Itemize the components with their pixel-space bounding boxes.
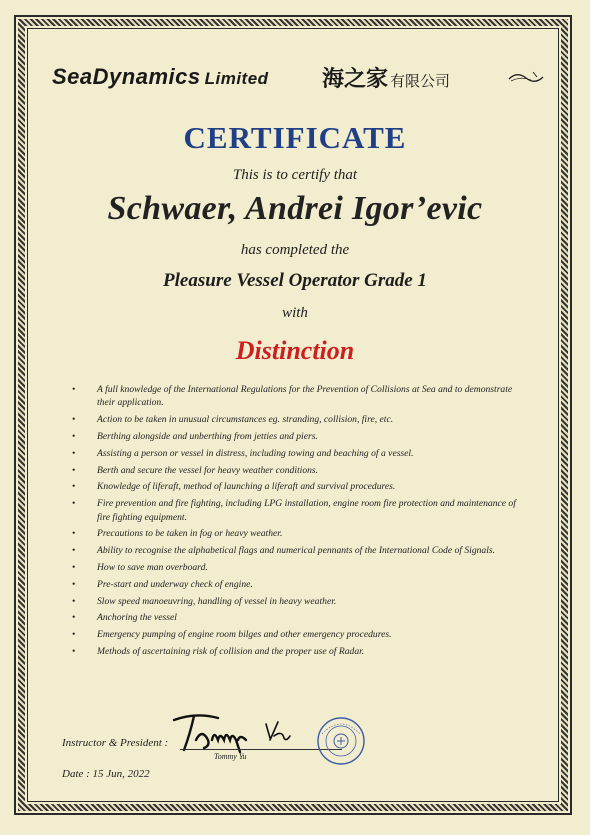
company-name: [52, 64, 269, 90]
certificate-title: CERTIFICATE: [183, 120, 407, 155]
completed-line: has completed the: [240, 242, 350, 258]
certify-line: This is to certify that: [232, 167, 358, 183]
list-item: • Anchoring the vessel: [72, 611, 522, 624]
list-item: • How to save man overboard.: [72, 561, 522, 574]
list-item: • Berth and secure the vessel for heavy weather conditions.: [72, 464, 522, 477]
brand-cn-suffix: 有限公司: [390, 72, 451, 90]
company-seal-icon: [316, 716, 366, 766]
grade-distinction: Distinction: [235, 336, 355, 365]
brand-cn-name: 海之家: [322, 67, 389, 92]
signature-label: Instructor & President :: [62, 737, 169, 749]
list-item: • Ability to recognise the alphabetical flags and numerical pennants of the International Code of Signals.: [72, 544, 522, 557]
brand-name: SeaDynamics: [52, 64, 201, 89]
issue-date: Date : 15 Jun, 2022: [62, 768, 150, 780]
list-item: • A full knowledge of the International Regulations for the Prevention of Collisions at Sea and to demonstrate their application.: [72, 383, 522, 410]
list-item: • Precautions to be taken in fog or heavy weather.: [72, 527, 522, 540]
list-item: • Knowledge of liferaft, method of launching a liferaft and survival procedures.: [72, 480, 522, 493]
company-header: [52, 62, 542, 96]
competency-list: [72, 383, 522, 662]
brand-limited: Limited: [204, 69, 269, 88]
list-item: • Fire prevention and fire fighting, including LPG installation, engine room fire protection and maintenance of fire fighting equipment.: [72, 497, 522, 524]
company-name-chinese: [322, 62, 450, 93]
list-item: • Action to be taken in unusual circumstances eg. stranding, collision, fire, etc.: [72, 413, 522, 426]
list-item: • Emergency pumping of engine room bilges and other emergency procedures.: [72, 628, 522, 641]
list-item: • Assisting a person or vessel in distress, including towing and beaching of a vessel.: [72, 447, 522, 460]
list-item: • Berthing alongside and unberthing from jetties and piers.: [72, 430, 522, 443]
list-item: • Slow speed manoeuvring, handling of vessel in heavy weather.: [72, 595, 522, 608]
signer-printed-name: Tommy Yu: [214, 752, 247, 761]
list-item: • Methods of ascertaining risk of collision and the proper use of Radar.: [72, 645, 522, 658]
with-line: with: [282, 305, 308, 321]
wave-logo-icon: [507, 68, 545, 86]
recipient-name: Schwaer, Andrei Igor’evic: [107, 190, 483, 227]
course-name: Pleasure Vessel Operator Grade 1: [163, 270, 427, 291]
list-item: • Pre-start and underway check of engine.: [72, 578, 522, 591]
